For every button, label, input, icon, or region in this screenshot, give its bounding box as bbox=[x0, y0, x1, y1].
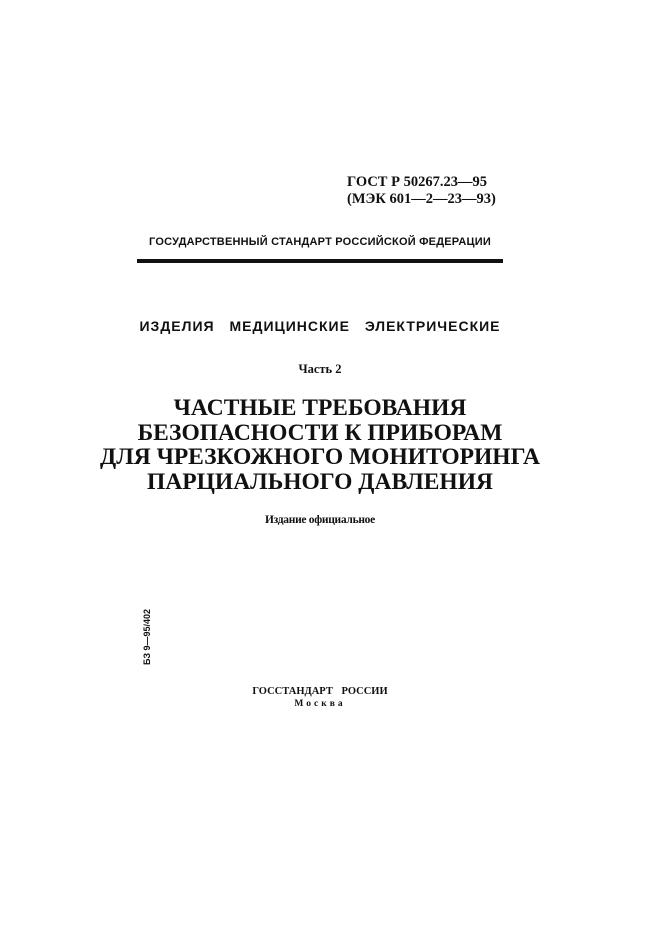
standard-type: ГОСУДАРСТВЕННЫЙ СТАНДАРТ РОССИЙСКОЙ ФЕДЕРАЦИИ bbox=[149, 236, 491, 248]
publisher-city: Москва bbox=[294, 699, 346, 709]
document-title bbox=[100, 396, 540, 494]
part-label: Часть 2 bbox=[298, 362, 342, 376]
edition-label: Издание официальное bbox=[265, 514, 375, 526]
standard-designation bbox=[300, 174, 502, 208]
publisher-block bbox=[200, 686, 440, 710]
title-line: ЧАСТНЫЕ ТРЕБОВАНИЯ bbox=[173, 395, 467, 421]
title-line: ДЛЯ ЧРЕЗКОЖНОГО МОНИТОРИНГА bbox=[100, 444, 540, 470]
title-line: ПАРЦИАЛЬНОГО ДАВЛЕНИЯ bbox=[147, 468, 493, 495]
gost-number: ГОСТ Р 50267.23—95 bbox=[347, 174, 487, 190]
publisher-name: ГОССТАНДАРТ РОССИИ bbox=[252, 686, 388, 697]
series-title: ИЗДЕЛИЯ МЕДИЦИНСКИЕ ЭЛЕКТРИЧЕСКИЕ bbox=[139, 318, 501, 334]
catalog-code: БЗ 9—95/402 bbox=[142, 608, 152, 666]
title-line: БЕЗОПАСНОСТИ К ПРИБОРАМ bbox=[137, 419, 503, 446]
iec-number: (МЭК 601—2—23—93) bbox=[347, 191, 496, 207]
divider-rule bbox=[137, 259, 503, 263]
